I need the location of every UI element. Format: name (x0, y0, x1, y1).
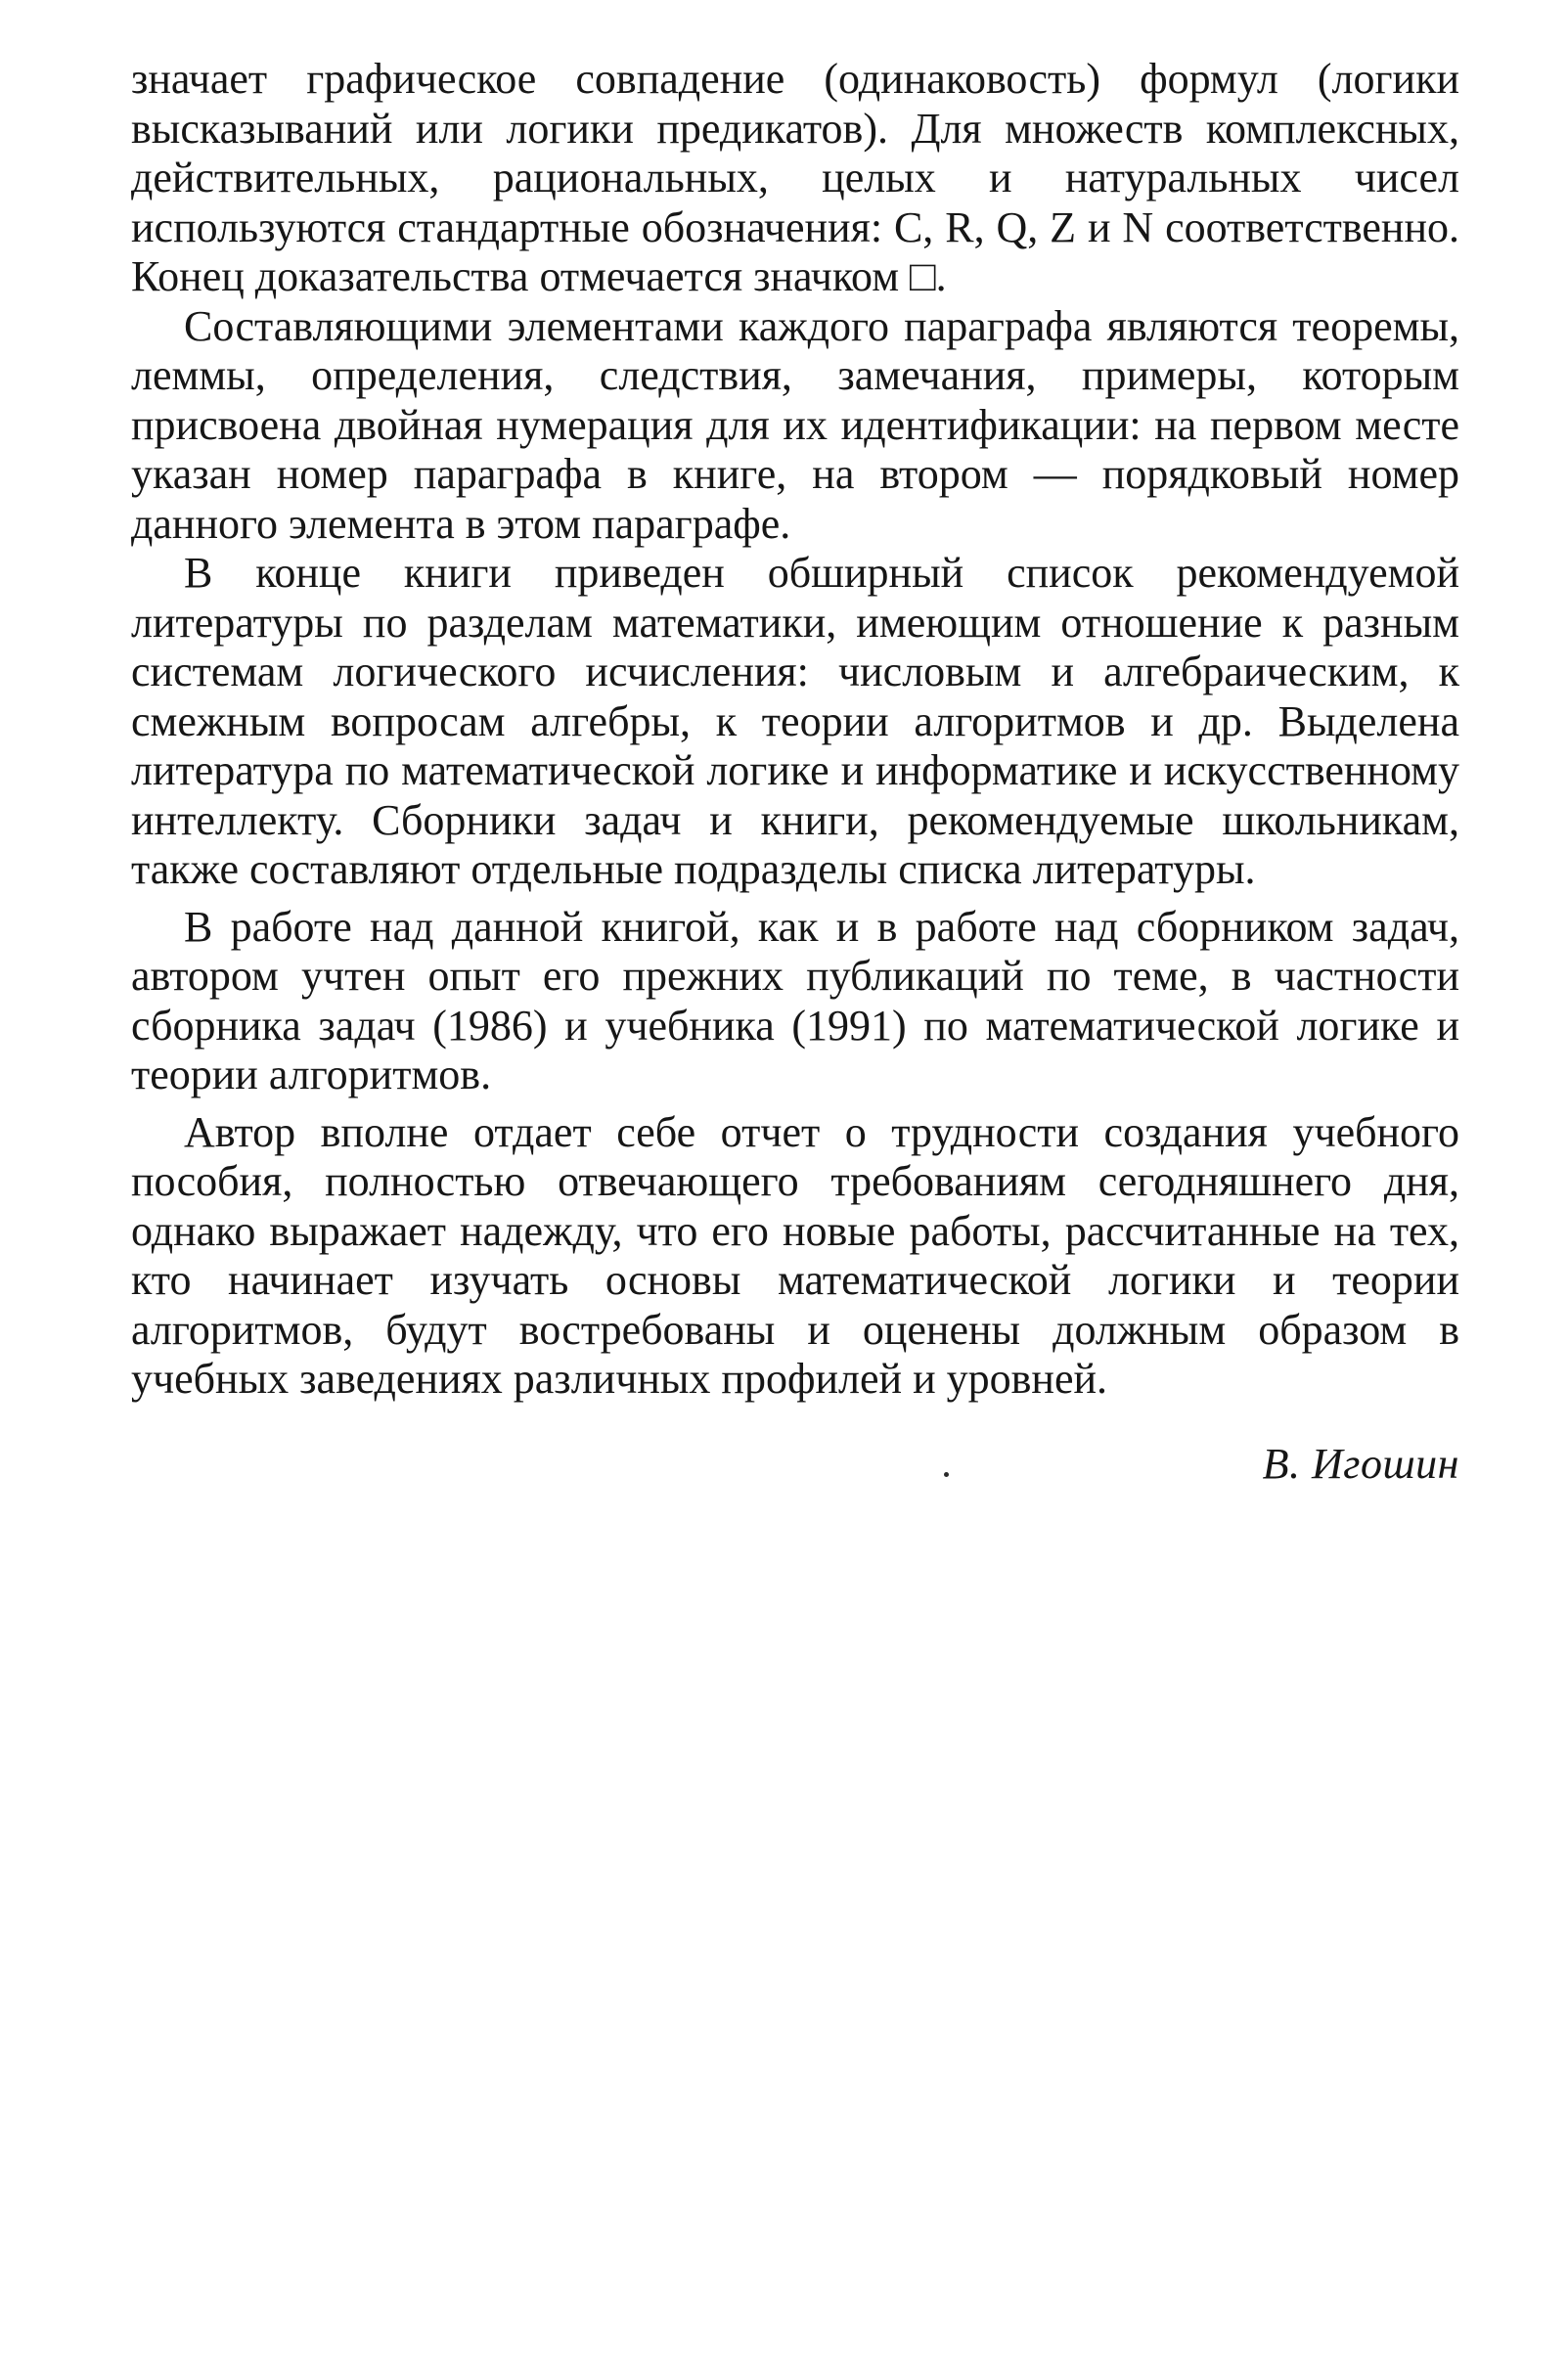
author-signature: В. Игошин (1262, 1439, 1459, 1488)
paragraph-literature: В конце книги приведен обширный список рекомендуемой литературы по разделам математики, имеющим отношение к разным системам логического исчисления: числовым и алгебраическим, к смежным вопросам алгебры, к теории алгоритмов и др. Выделена литература по математической логике и информатике и искусственному интеллекту. Сборники задач и книги, рекомендуемые школьникам, также составляют отдельные подразделы списка литературы. (131, 549, 1459, 893)
paragraph-author-note: Автор вполне отдает себе отчет о трудности создания учебного пособия, полностью отвечающего требованиям сегодняшнего дня, однако выражает надежду, что его новые работы, рассчитанные на тех, кто начинает изучать основы математической логики и теории алгоритмов, будут востребованы и оценены должным образом в учебных заведениях различных профилей и уровней. (131, 1107, 1459, 1403)
paragraph-elements: Составляющими элементами каждого параграфа являются теоремы, леммы, определения, следствия, замечания, примеры, которым присвоена двойная нумерация для их идентификации: на первом месте указан номер параграфа в книге, на втором — порядковый номер данного элемента в этом параграфе. (131, 301, 1459, 548)
paragraph-experience: В работе над данной книгой, как и в работе над сборником задач, автором учтен опыт его прежних публикаций по теме, в частности сборника задач (1986) и учебника (1991) по математической логике и теории алгоритмов. (131, 902, 1459, 1098)
page-body (131, 55, 1459, 1489)
scan-speck (944, 1472, 949, 1477)
paragraph-continuation: значает графическое совпадение (одинаковость) формул (логики высказываний или логики предикатов). Для множеств комплексных, действительных, рациональных, целых и натуральных чисел используются стандартные обозначения: C, R, Q, Z и N соответственно. Конец доказательства отмечается значком □. (131, 55, 1459, 300)
